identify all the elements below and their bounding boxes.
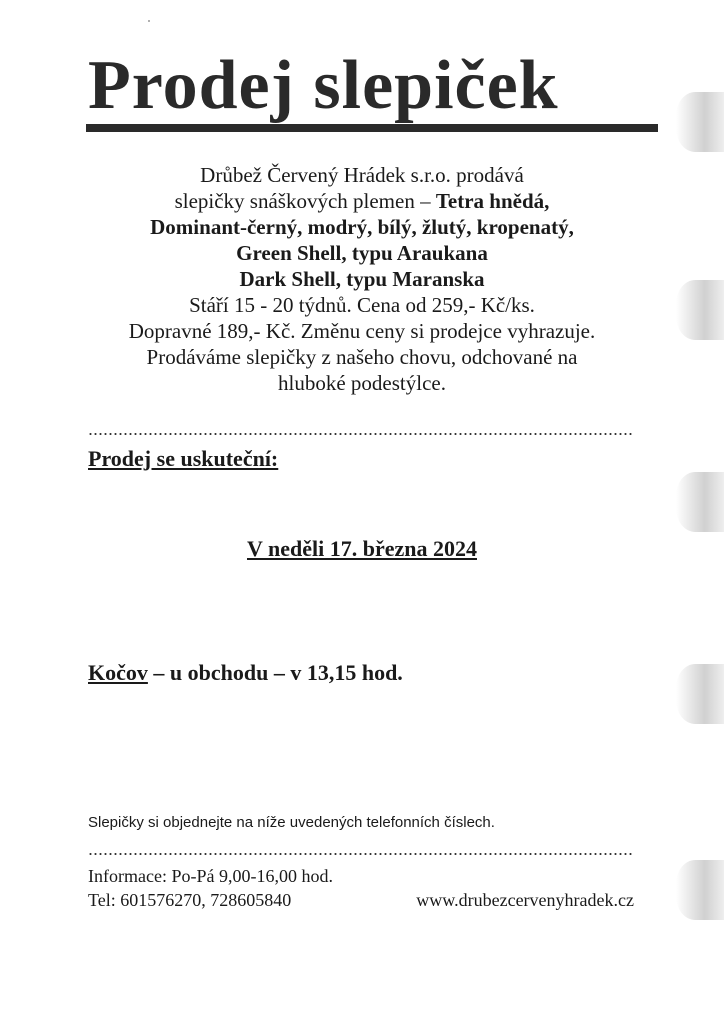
scan-artifact [676,860,724,920]
scan-speck [148,20,150,22]
contact-website: www.drubezcervenyhradek.cz [416,890,634,910]
scan-artifact [676,664,724,724]
intro-line-1: Drůbež Červený Hrádek s.r.o. prodává [200,163,524,187]
intro-line-4-breed: Green Shell, typu Araukana [236,241,488,265]
page-title: Prodej slepiček [88,47,559,124]
contact-phone: Tel: 601576270, 728605840 [88,890,292,910]
dotted-divider-bottom [88,853,633,855]
dotted-divider-top [88,433,633,435]
sale-heading: Prodej se uskuteční: [88,446,279,471]
sale-date [0,536,724,562]
intro-text [60,162,664,396]
info-hours: Informace: Po-Pá 9,00-16,00 hod. [88,866,333,886]
intro-line-5-breed: Dark Shell, typu Maranska [239,267,485,291]
intro-line-7-delivery: Dopravné 189,- Kč. Změnu ceny si prodejce vyhrazuje. [128,319,596,343]
sale-date-text: V neděli 17. března 2024 [247,536,477,561]
scan-artifact [676,472,724,532]
scan-artifact [676,92,724,152]
scan-artifact [676,280,724,340]
sale-location-detail: – u obchodu – v 13,15 hod. [147,660,403,685]
sale-location [88,660,403,686]
title-underline [86,124,658,132]
order-note: Slepičky si objednejte na níže uvedených telefonních číslech. [88,814,495,831]
intro-line-2 [60,188,664,214]
intro-line-2-normal: slepičky snáškových plemen – [174,189,436,213]
intro-line-8: Prodáváme slepičky z našeho chovu, odchované na [146,345,578,369]
intro-line-6-price: Stáří 15 - 20 týdnů. Cena od 259,- Kč/ks. [189,293,535,317]
intro-line-9: hluboké podestýlce. [278,371,446,395]
intro-line-2-breed: Tetra hnědá, [435,189,550,213]
sale-town: Kočov [88,660,148,685]
intro-line-3-breeds: Dominant-černý, modrý, bílý, žlutý, kropenatý, [150,215,574,239]
